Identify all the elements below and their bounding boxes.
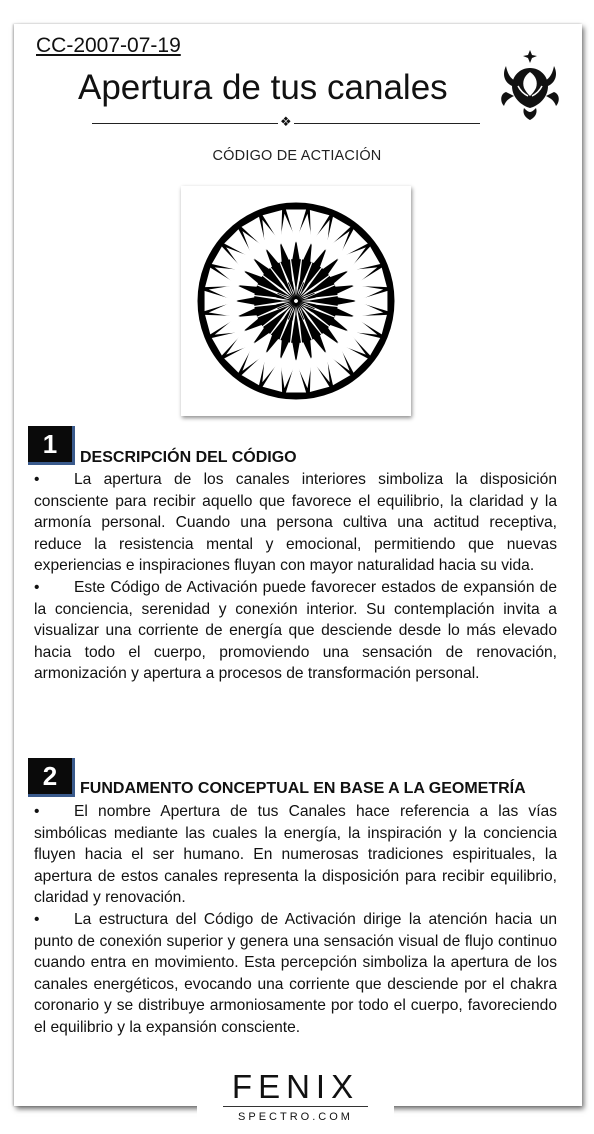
bullet-icon: • [34, 471, 40, 488]
section-2-body [34, 801, 557, 1039]
subtitle: CÓDIGO DE ACTIACIÓN [212, 148, 382, 164]
brand-site: SPECTRO.COM [238, 1111, 353, 1123]
mandala-image-frame [181, 186, 411, 416]
section-1-body [34, 469, 557, 685]
brand-name: FENIX [231, 1068, 360, 1105]
section-1-paragraph-2: • Este Código de Activación puede favorecer estados de expansión de la conciencia, serenidad y conexión interior. Su contemplación invita a visualizar una corriente de energía que desciende desde lo más elevado hacia todo el cuerpo, promoviendo una sensación de renovación, armonización y apertura a procesos de transformación personal. [34, 578, 557, 683]
brand-divider [223, 1106, 368, 1107]
section-2-paragraph-2: • La estructura del Código de Activación dirige la atención hacia un punto de conexión superior y genera una sensación visual de flujo continuo cuando entra en movimiento. Esta percepción simboliza la apertura de los canales energéticos, evocando una corriente que desciende por el chakra coronario y se distribuye armoniosamente por todo el cuerpo, favoreciendo el equilibrio y la expansión consciente. [34, 910, 557, 1036]
diamond-ornament-icon: ❖ [280, 114, 292, 129]
title-divider [92, 116, 480, 132]
bullet-icon: • [34, 578, 40, 596]
section-1-number: 1 [28, 426, 75, 465]
section-2-number: 2 [28, 758, 75, 797]
phoenix-logo-icon [498, 46, 562, 122]
bullet-icon: • [34, 910, 40, 928]
page-title: Apertura de tus canales [78, 68, 448, 107]
section-2-title: FUNDAMENTO CONCEPTUAL EN BASE A LA GEOMETRÍA [80, 780, 526, 797]
section-1-paragraph-1: • La apertura de los canales interiores simboliza la disposición consciente para recibir aquello que favorece el equilibrio, la claridad y la armonía personal. Cuando una persona cultiva una actitud receptiva, reduce la resistencia mental y emocional, permitiendo que nuevas experiencias e inspiraciones fluyan con mayor naturalidad hacia su vida. [34, 471, 557, 575]
bullet-icon: • [34, 803, 40, 820]
mandala-image [181, 186, 411, 416]
section-2-paragraph-1: • El nombre Apertura de tus Canales hace referencia a las vías simbólicas mediante las cuales la energía, la inspiración y la conciencia fluyen hacia el ser humano. En numerosas tradiciones espirituales, la apertura de estos canales representa la disposición para recibir equilibrio, claridad y renovación. [34, 803, 557, 907]
section-1-title: DESCRIPCIÓN DEL CÓDIGO [80, 449, 297, 466]
footer-brand [197, 1066, 394, 1134]
code-id: CC-2007-07-19 [36, 34, 181, 57]
